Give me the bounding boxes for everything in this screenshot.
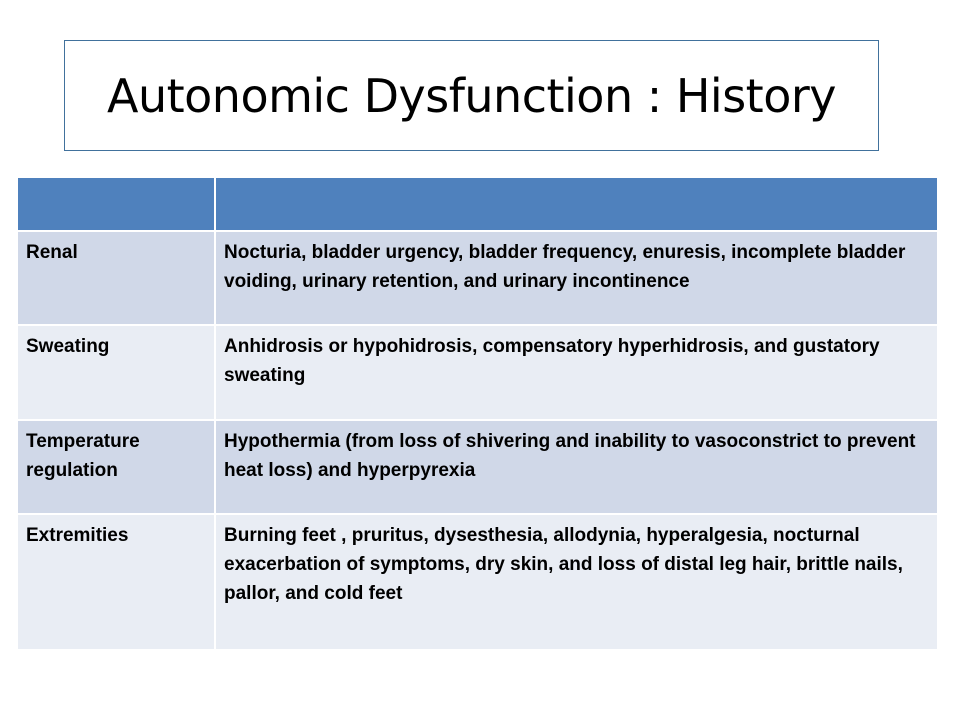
system-cell: Temperature regulation — [17, 420, 215, 514]
findings-cell: Burning feet , pruritus, dysesthesia, allodynia, hyperalgesia, nocturnal exacerbation of symptoms, dry skin, and loss of distal leg hair, brittle nails, pallor, and cold feet — [215, 514, 938, 650]
system-cell: Extremities — [17, 514, 215, 650]
header-cell-system — [17, 177, 215, 231]
history-table — [16, 176, 939, 651]
title-box — [64, 40, 879, 151]
table-row — [17, 325, 938, 420]
table-row — [17, 514, 938, 650]
table-header-row — [17, 177, 938, 231]
system-cell: Sweating — [17, 325, 215, 420]
findings-cell: Hypothermia (from loss of shivering and inability to vasoconstrict to prevent heat loss) and hyperpyrexia — [215, 420, 938, 514]
header-cell-findings — [215, 177, 938, 231]
findings-cell: Anhidrosis or hypohidrosis, compensatory hyperhidrosis, and gustatory sweating — [215, 325, 938, 420]
findings-cell: Nocturia, bladder urgency, bladder frequency, enuresis, incomplete bladder voiding, urinary retention, and urinary incontinence — [215, 231, 938, 325]
table-row — [17, 231, 938, 325]
slide-title: Autonomic Dysfunction : History — [106, 68, 836, 123]
system-cell: Renal — [17, 231, 215, 325]
table-row — [17, 420, 938, 514]
